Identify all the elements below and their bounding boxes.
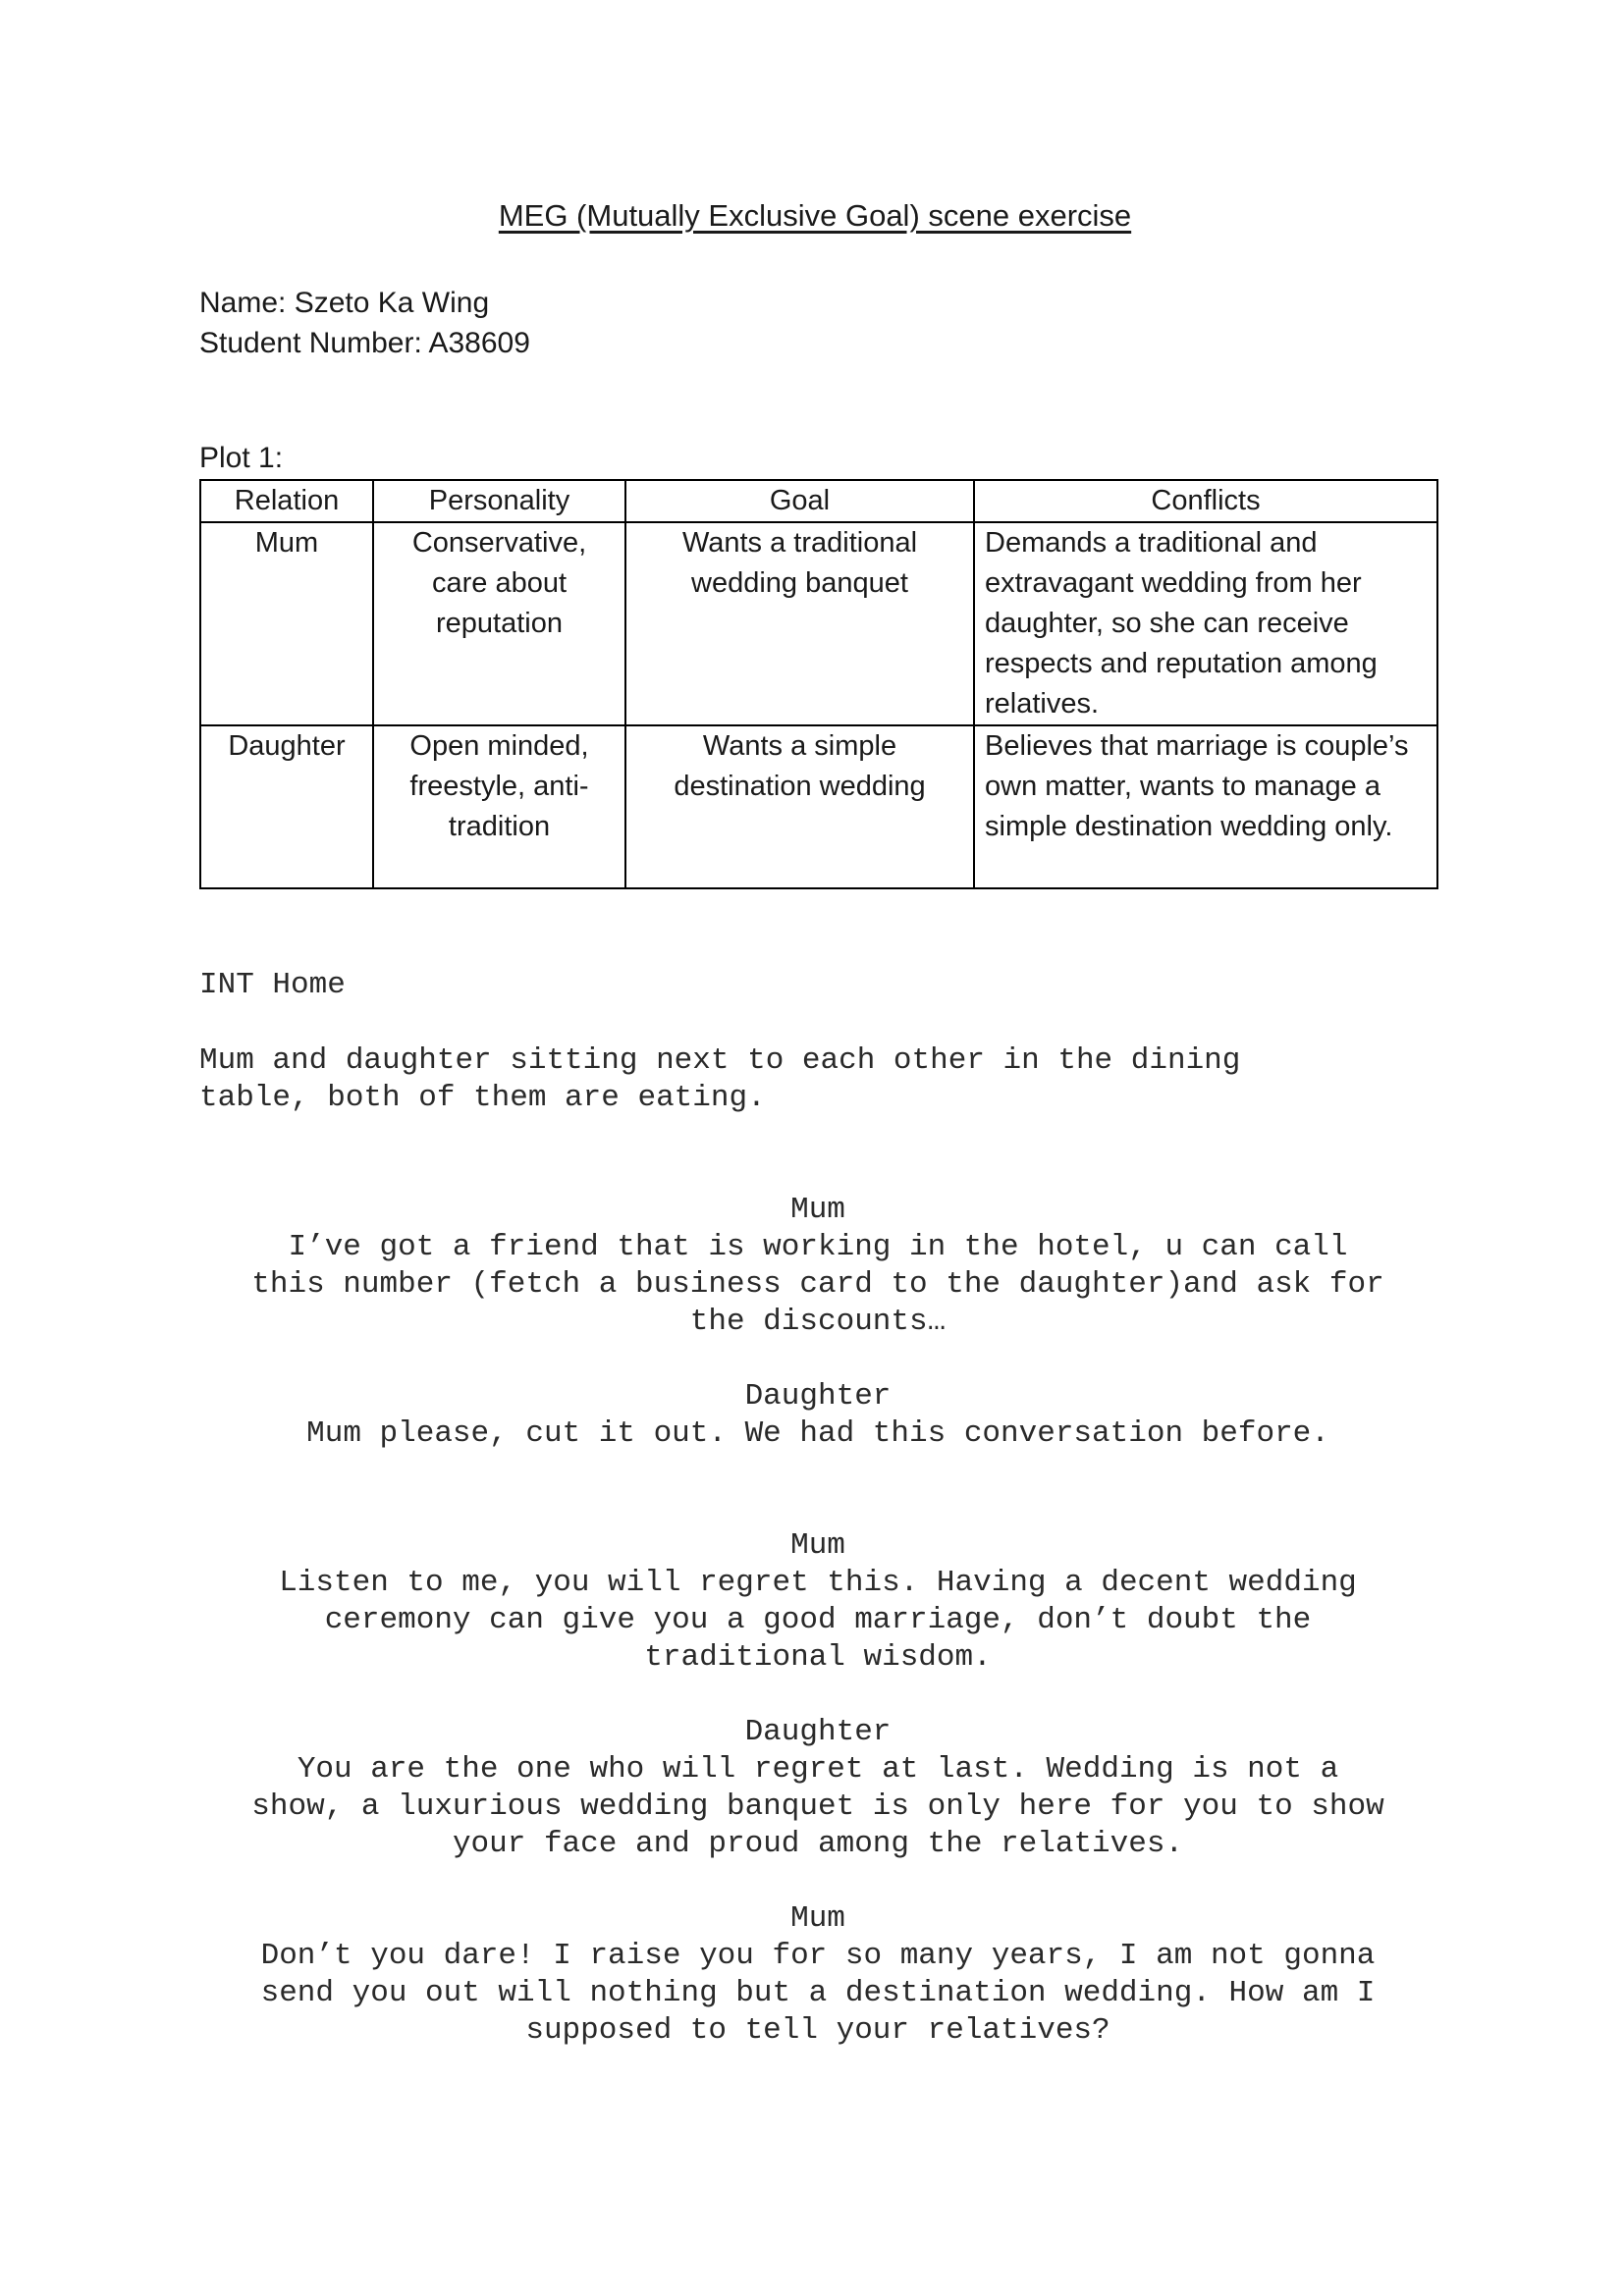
column-header-relation: Relation bbox=[200, 480, 373, 522]
dialogue-line: show, a luxurious wedding banquet is only here for you to show bbox=[251, 1789, 1384, 1824]
cell-goal: Wants a simple destination wedding bbox=[625, 725, 974, 888]
dialogue-speaker: Mum bbox=[790, 1193, 845, 1227]
dialogue-block bbox=[199, 1900, 1436, 2050]
column-header-conflicts: Conflicts bbox=[974, 480, 1437, 522]
table-header-row bbox=[200, 480, 1437, 522]
dialogue-line: send you out will nothing but a destination wedding. How am I bbox=[260, 1976, 1376, 2010]
student-name: Name: Szeto Ka Wing bbox=[199, 287, 490, 319]
document-title: MEG (Mutually Exclusive Goal) scene exercise bbox=[498, 198, 1132, 233]
dialogue-speaker: Mum bbox=[790, 1528, 845, 1563]
dialogue-speaker: Daughter bbox=[744, 1715, 892, 1749]
dialogue-line: Mum please, cut it out. We had this conversation before. bbox=[306, 1416, 1329, 1451]
column-header-personality: Personality bbox=[373, 480, 625, 522]
column-header-goal: Goal bbox=[625, 480, 974, 522]
dialogue-line: your face and proud among the relatives. bbox=[452, 1827, 1184, 1861]
cell-goal: Wants a traditional wedding banquet bbox=[625, 522, 974, 725]
dialogue-line: Don’t you dare! I raise you for so many years, I am not gonna bbox=[260, 1939, 1376, 1973]
table-row bbox=[200, 522, 1437, 725]
scene-heading: INT Home bbox=[199, 968, 346, 1002]
dialogue-line: You are the one who will regret at last. Wedding is not a bbox=[297, 1752, 1339, 1787]
cell-relation: Daughter bbox=[200, 725, 373, 888]
table-row bbox=[200, 725, 1437, 888]
dialogue-line: ceremony can give you a good marriage, don’t doubt the bbox=[324, 1603, 1312, 1637]
student-info bbox=[199, 283, 530, 363]
cell-conflicts: Demands a traditional and extravagant wedding from her daughter, so she can receive respects and reputation among relatives. bbox=[974, 522, 1437, 725]
plot-table bbox=[199, 479, 1438, 889]
dialogue-line: the discounts… bbox=[689, 1305, 947, 1339]
cell-conflicts: Believes that marriage is couple’s own matter, wants to manage a simple destination wedding only. bbox=[974, 725, 1437, 888]
dialogue-line: Listen to me, you will regret this. Having a decent wedding bbox=[279, 1566, 1357, 1600]
dialogue-block bbox=[199, 1714, 1436, 1863]
student-number: Student Number: A38609 bbox=[199, 327, 530, 359]
cell-relation: Mum bbox=[200, 522, 373, 725]
dialogue-line: supposed to tell your relatives? bbox=[525, 2013, 1110, 2048]
dialogue-line: I’ve got a friend that is working in the hotel, u can call bbox=[288, 1230, 1348, 1264]
dialogue-speaker: Mum bbox=[790, 1901, 845, 1936]
plot-label: Plot 1: bbox=[199, 442, 284, 474]
dialogue-line: this number (fetch a business card to the daughter)and ask for bbox=[251, 1267, 1384, 1302]
dialogue-speaker: Daughter bbox=[744, 1379, 892, 1414]
dialogue-block bbox=[199, 1192, 1436, 1341]
scene-action: Mum and daughter sitting next to each other in the dining table, both of them are eating. bbox=[199, 1043, 1241, 1115]
dialogue-line: traditional wisdom. bbox=[644, 1640, 992, 1675]
dialogue-block bbox=[199, 1527, 1436, 1677]
dialogue-block bbox=[199, 1378, 1436, 1453]
cell-personality: Open minded, freestyle, anti-tradition bbox=[373, 725, 625, 888]
cell-personality: Conservative, care about reputation bbox=[373, 522, 625, 725]
